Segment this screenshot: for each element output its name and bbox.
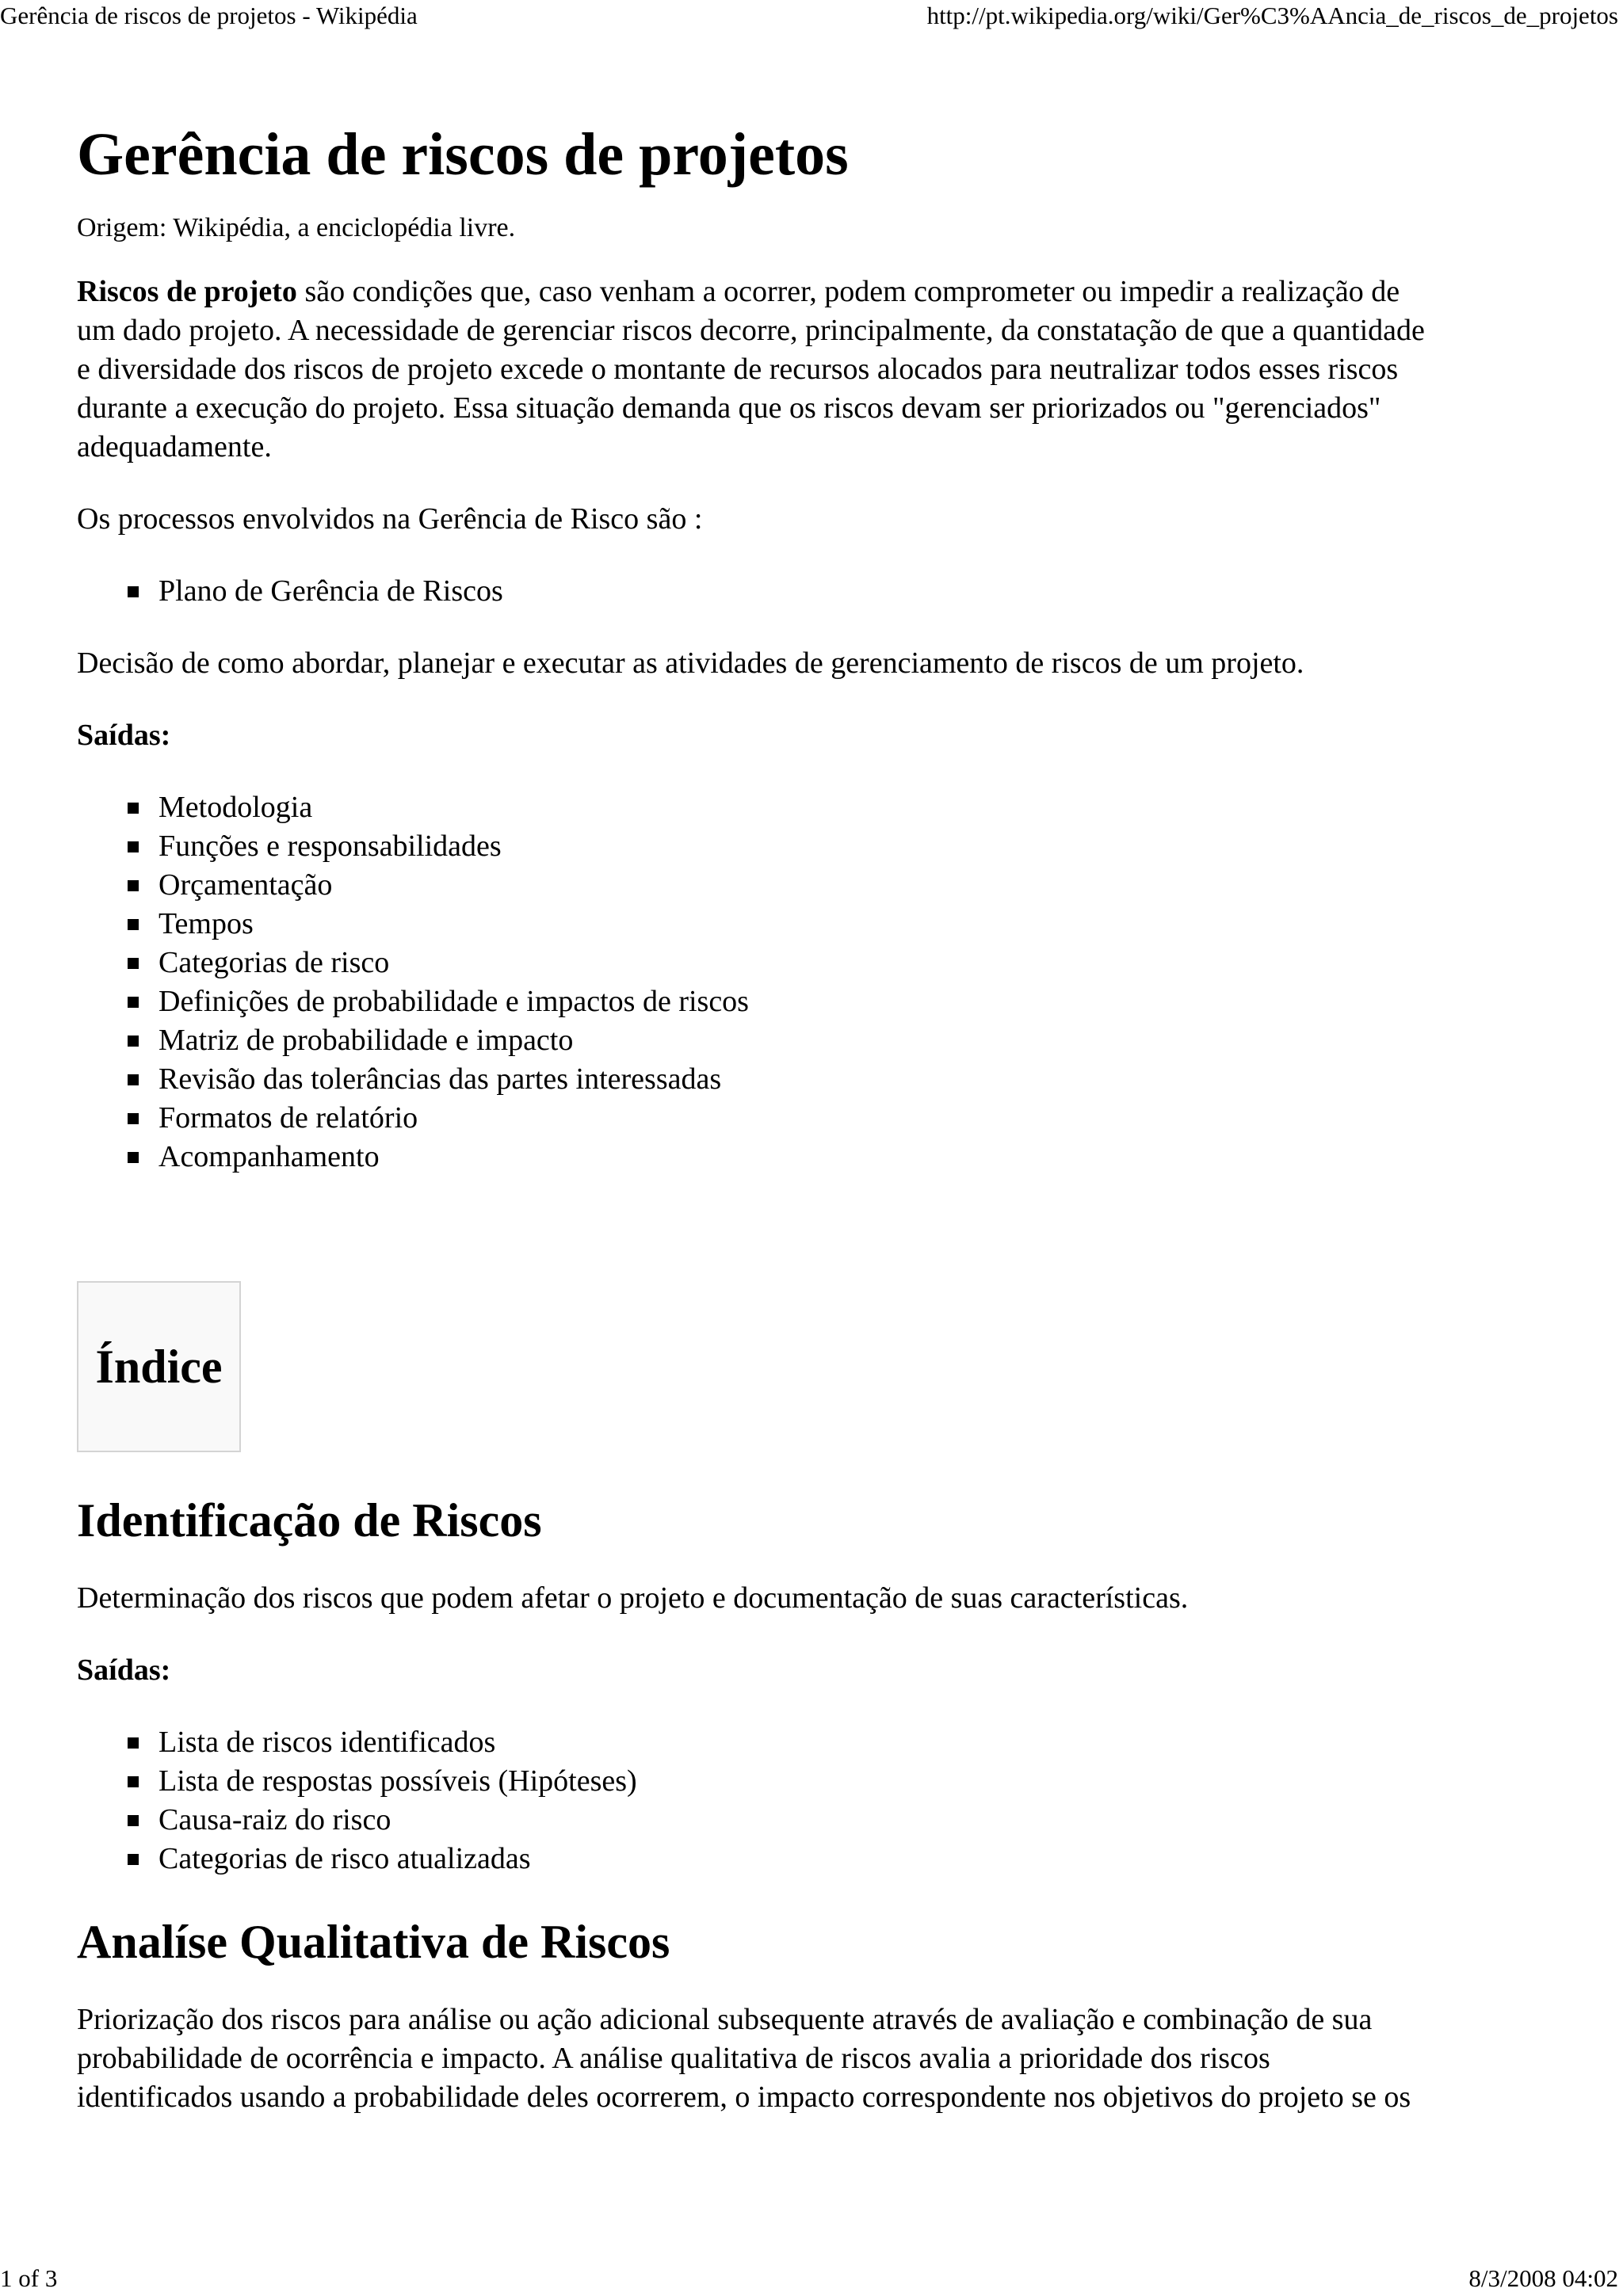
list-item: Metodologia [158,788,1551,827]
print-footer-datetime: 8/3/2008 04:02 [1468,2264,1618,2292]
page-title: Gerência de riscos de projetos [77,121,849,188]
section-heading-analise-qualitativa: Analíse Qualitativa de Riscos [77,1916,670,1968]
section-description: Determinação dos riscos que podem afetar o projeto e documentação de suas características. [77,1581,1189,1615]
list-item: Revisão das tolerâncias das partes interessadas [158,1060,1551,1099]
plan-outputs-label: Saídas: [77,719,171,752]
intro-paragraph [77,273,1551,467]
list-item: Definições de probabilidade e impactos de riscos [158,982,1551,1021]
table-of-contents [77,1281,241,1452]
list-item: Causa-raiz do risco [158,1801,1551,1840]
processes-intro: Os processos envolvidos na Gerência de Risco são : [77,502,703,536]
plan-outputs-list [77,788,1551,1177]
intro-line-4: durante a execução do projeto. Essa situação demanda que os riscos devam ser priorizados ou "gerenciados" [77,391,1381,425]
identification-outputs-list [77,1723,1551,1878]
list-item: Formatos de relatório [158,1099,1551,1138]
list-item: Categorias de risco [158,944,1551,982]
list-item: Categorias de risco atualizadas [158,1840,1551,1878]
list-item: Acompanhamento [158,1138,1551,1177]
qualitative-line-1: Priorização dos riscos para análise ou ação adicional subsequente através de avaliação e combinação de sua [77,2003,1373,2036]
intro-line-5: adequadamente. [77,430,272,463]
intro-line-3: e diversidade dos riscos de projeto excede o montante de recursos alocados para neutralizar todos esses riscos [77,353,1399,386]
list-item: Matriz de probabilidade e impacto [158,1021,1551,1060]
list-item: Tempos [158,905,1551,944]
qualitative-analysis-paragraph [77,2000,1551,2117]
intro-bold-term: Riscos de projeto [77,275,297,308]
intro-line-2: um dado projeto. A necessidade de gerenciar riscos decorre, principalmente, da constatação de que a quantidade [77,314,1425,347]
plan-description: Decisão de como abordar, planejar e executar as atividades de gerenciamento de riscos de um projeto. [77,646,1304,680]
site-sub: Origem: Wikipédia, a enciclopédia livre. [77,213,516,242]
print-header-url: http://pt.wikipedia.org/wiki/Ger%C3%AAncia_de_riscos_de_projetos [926,2,1618,29]
print-header-title: Gerência de riscos de projetos - Wikipédia [0,2,418,29]
toc-title: Índice [95,1341,223,1393]
list-item: Funções e responsabilidades [158,827,1551,866]
list-item: Lista de riscos identificados [158,1723,1551,1762]
section-heading-identificacao: Identificação de Riscos [77,1494,542,1547]
qualitative-line-3: identificados usando a probabilidade deles ocorrerem, o impacto correspondente nos objetivos do projeto se os [77,2081,1411,2114]
list-item: Orçamentação [158,866,1551,905]
section-outputs-label: Saídas: [77,1653,171,1687]
article-content [77,119,1551,2117]
intro-line-1: são condições que, caso venham a ocorrer, podem comprometer ou impedir a realização de [296,275,1400,308]
qualitative-line-2: probabilidade de ocorrência e impacto. A análise qualitativa de riscos avalia a prioridade dos riscos [77,2042,1270,2075]
process-list [77,572,1551,611]
list-item: Lista de respostas possíveis (Hipóteses) [158,1762,1551,1801]
print-footer-page: 1 of 3 [0,2264,58,2292]
list-item: Plano de Gerência de Riscos [158,572,1551,611]
